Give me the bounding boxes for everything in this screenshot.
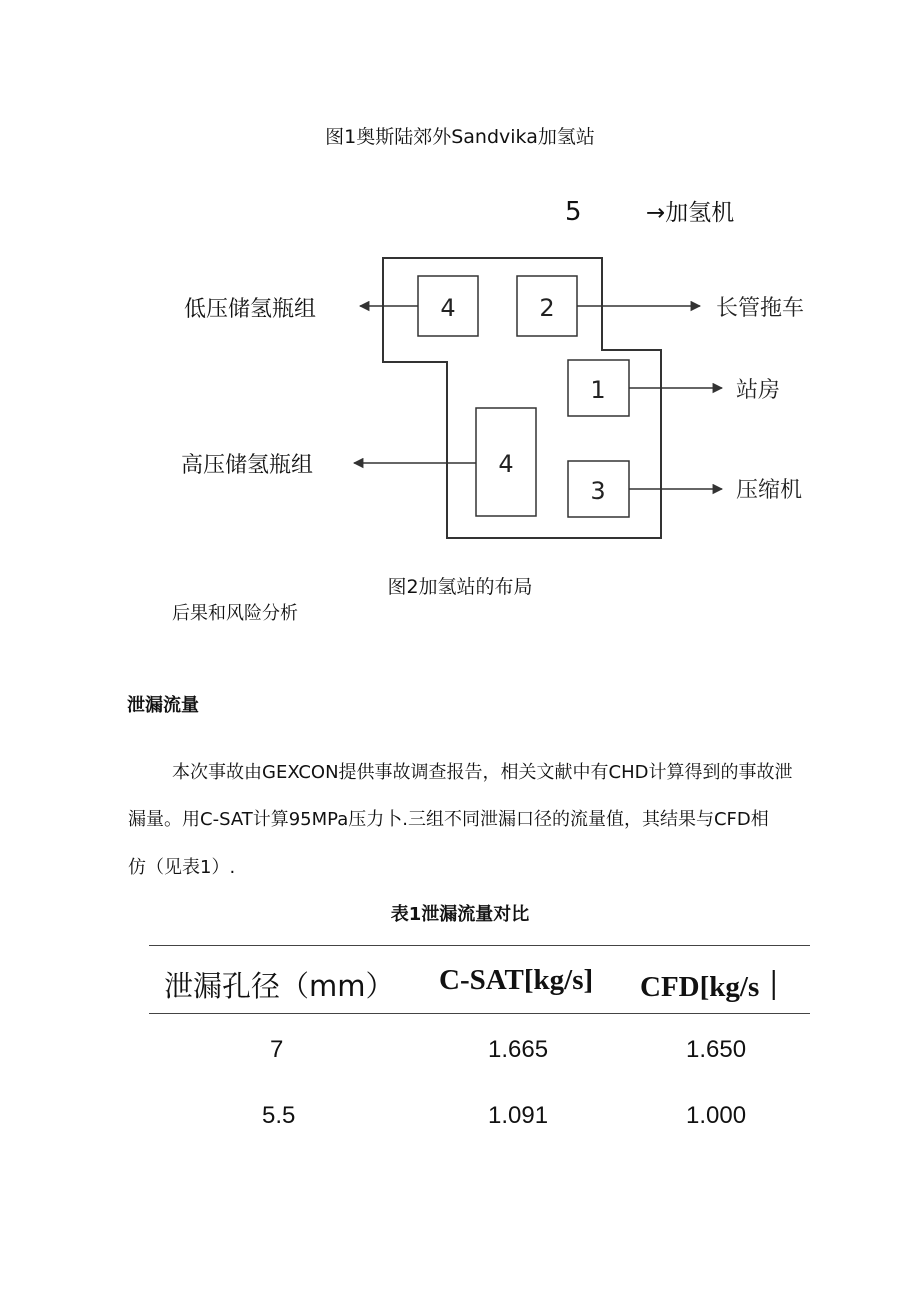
section-heading: 泄漏流量 bbox=[127, 695, 199, 716]
table-header-cfd: CFD[kg/s｜ bbox=[640, 971, 789, 1003]
table-header-csat: C-SAT[kg/s] bbox=[439, 964, 594, 996]
table-cell-r2-csat: 1.091 bbox=[488, 1102, 549, 1129]
table-cell-r1-diameter: 7 bbox=[270, 1036, 284, 1063]
figure1-caption: 图1奥斯陆郊外Sandvika加氢站 bbox=[325, 126, 595, 148]
table-cell-r2-diameter: 5.5 bbox=[262, 1102, 296, 1129]
dispenser-number: 5 bbox=[565, 197, 582, 227]
box-station-house-number: 1 bbox=[590, 376, 606, 404]
subheading: 后果和风险分析 bbox=[172, 603, 298, 624]
box-high-pressure-number: 4 bbox=[498, 450, 514, 478]
dispenser-label: →加氢机 bbox=[646, 200, 735, 226]
table-cell-r1-cfd: 1.650 bbox=[686, 1036, 747, 1063]
box-low-pressure-number: 4 bbox=[440, 294, 456, 322]
table-caption: 表1泄漏流量对比 bbox=[390, 904, 530, 925]
box-tube-trailer-number: 2 bbox=[539, 294, 555, 322]
figure2-caption: 图2加氢站的布局 bbox=[387, 576, 533, 598]
table-cell-r1-csat: 1.665 bbox=[488, 1036, 549, 1063]
box-compressor-number: 3 bbox=[590, 477, 606, 505]
table-header-diameter: 泄漏孔径（mm） bbox=[164, 969, 395, 1003]
table-top-rule bbox=[149, 945, 810, 946]
table-header-rule bbox=[149, 1013, 810, 1014]
paragraph-line-1: 本次事故由GEXCON提供事故调查报告，相关文献中有CHD计算得到的事故泄 bbox=[172, 762, 793, 783]
label-compressor: 压缩机 bbox=[736, 478, 803, 503]
station-layout-diagram bbox=[0, 180, 920, 560]
table-cell-r2-cfd: 1.000 bbox=[686, 1102, 747, 1129]
label-tube-trailer: 长管拖车 bbox=[716, 296, 805, 321]
paragraph-line-2: 漏量。用C-SAT计算95MPa压力卜.三组不同泄漏口径的流量值，其结果与CFD相 bbox=[128, 809, 769, 830]
label-high-pressure: 高压储氢瓶组 bbox=[181, 453, 314, 478]
paragraph-line-3: 仿（见表1）. bbox=[128, 857, 236, 878]
label-station-house: 站房 bbox=[736, 378, 781, 403]
label-low-pressure: 低压储氢瓶组 bbox=[184, 297, 317, 322]
